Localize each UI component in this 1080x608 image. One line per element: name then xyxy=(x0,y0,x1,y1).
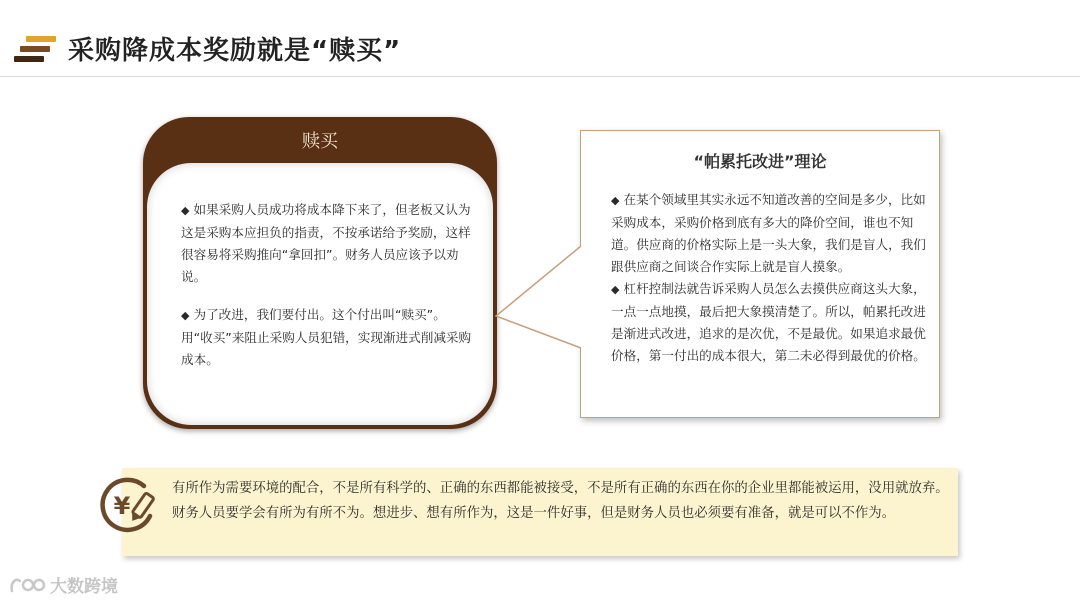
left-card-body xyxy=(147,163,493,425)
left-bullet-2 xyxy=(181,304,475,371)
right-card-title: “帕累托改进”理论 xyxy=(693,152,827,171)
note-text: 有所作为需要环境的配合，不是所有科学的、正确的东西都能被接受，不是所有正确的东西在你的企业里都能被运用，没用就放弃。财务人员要学会有所为有所不为。想进步、想有所作为，这是一件好事，但是财务人员也必须要有准备，就是可以不作为。 xyxy=(172,481,949,521)
watermark-text: 大数跨境 xyxy=(50,577,118,597)
diamond-bullet-icon: ◆ xyxy=(181,309,190,322)
left-bullet-2-text: 为了改进，我们要付出。这个付出叫“赎买”。用“收买”来阻止采购人员犯错，实现渐进式削减采购成本。 xyxy=(181,307,472,367)
yen-coin-icon xyxy=(98,474,160,536)
right-card xyxy=(580,130,940,418)
right-bullet-1-text: 在某个领域里其实永远不知道改善的空间是多少，比如采购成本，采购价格到底有多大的降价空间，谁也不知道。供应商的价格实际上是一头大象，我们是盲人，我们跟供应商之间谈合作实际上就是盲人摸象。 xyxy=(611,192,926,274)
watermark-logo-icon xyxy=(8,573,46,597)
left-bullet-1 xyxy=(181,199,475,288)
header-divider xyxy=(0,76,1080,77)
callout-pointer xyxy=(488,244,588,364)
right-bullet-2 xyxy=(611,278,929,367)
logo-bars-icon xyxy=(14,36,56,64)
diamond-bullet-icon: ◆ xyxy=(611,283,620,296)
note-box xyxy=(122,468,958,556)
page-title: 采购降成本奖励就是“赎买” xyxy=(68,36,402,66)
left-card xyxy=(143,117,497,429)
diamond-bullet-icon: ◆ xyxy=(181,204,190,217)
diamond-bullet-icon: ◆ xyxy=(611,194,620,207)
right-bullet-1 xyxy=(611,189,929,278)
right-bullet-2-text: 杠杆控制法就告诉采购人员怎么去摸供应商这头大象，一点一点地摸，最后把大象摸清楚了。所以，帕累托改进是渐进式改进，追求的是次优，不是最优。如果追求最优价格，第一付出的成本很大，第二未必得到最优的价格。 xyxy=(611,281,926,363)
watermark xyxy=(8,572,118,597)
left-card-title: 赎买 xyxy=(302,131,338,152)
svg-text:¥: ¥ xyxy=(113,492,131,520)
left-bullet-1-text: 如果采购人员成功将成本降下来了，但老板又认为这是采购本应担负的指责，不按承诺给予奖励，这样很容易将采购推向“拿回扣”。财务人员应该予以劝说。 xyxy=(181,202,471,284)
